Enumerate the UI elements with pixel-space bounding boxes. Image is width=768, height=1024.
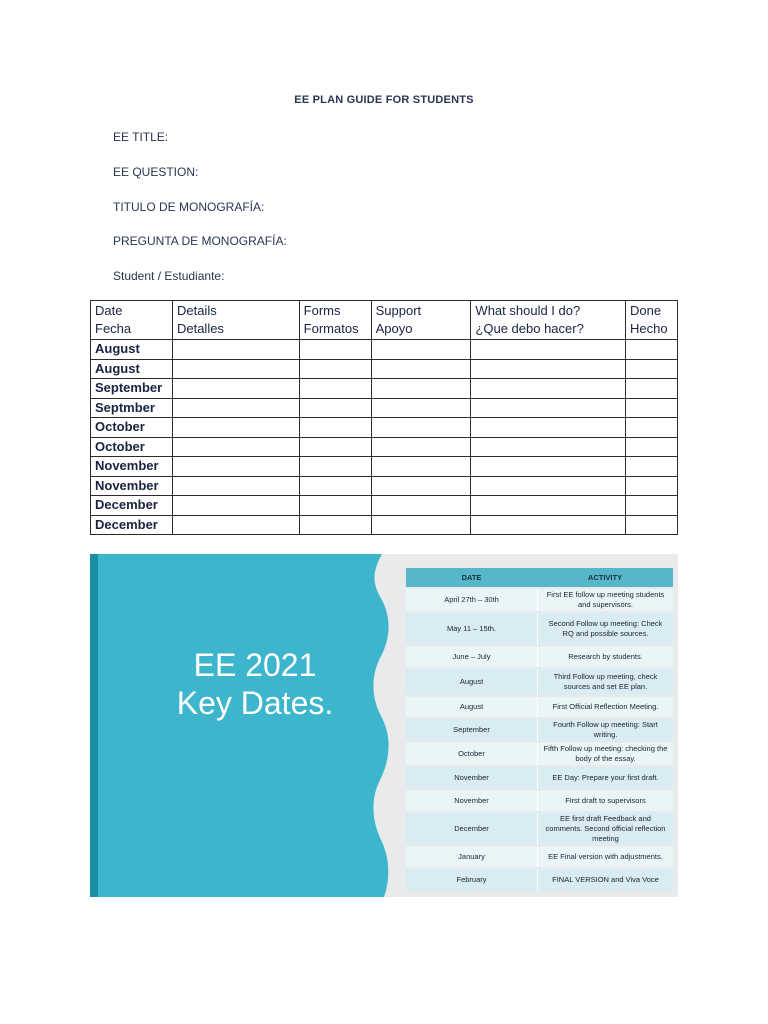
table-row (91, 515, 678, 535)
empty-cell[interactable] (471, 359, 626, 379)
empty-cell[interactable] (371, 340, 471, 360)
empty-cell[interactable] (299, 340, 371, 360)
activity-cell: EE first draft Feedback and comments. Second official reflection meeting (537, 813, 673, 845)
header-es: ¿Que debo hacer? (475, 321, 584, 336)
student-label: Student / Estudiante: (113, 269, 225, 283)
header-en: Date (95, 303, 123, 318)
plan-header-cell (625, 301, 677, 340)
activity-cell: Research by students. (537, 647, 673, 667)
header-en: What should I do? (475, 303, 581, 318)
date-cell: November (406, 791, 537, 811)
header-es: Apoyo (375, 321, 413, 336)
header-es: Detalles (176, 321, 224, 336)
titulo-label: TITULO DE MONOGRAFÍA: (113, 200, 265, 214)
table-row (91, 437, 678, 457)
date-cell: August (406, 669, 537, 695)
empty-cell[interactable] (299, 359, 371, 379)
plan-header-cell (91, 301, 173, 340)
month-cell: October (91, 437, 173, 457)
table-row (406, 813, 673, 845)
plan-table (90, 300, 678, 535)
empty-cell[interactable] (625, 359, 677, 379)
empty-cell[interactable] (625, 515, 677, 535)
date-cell: August (406, 697, 537, 717)
empty-cell[interactable] (299, 437, 371, 457)
empty-cell[interactable] (625, 398, 677, 418)
empty-cell[interactable] (172, 515, 299, 535)
table-row (406, 767, 673, 789)
empty-cell[interactable] (172, 359, 299, 379)
empty-cell[interactable] (625, 418, 677, 438)
empty-cell[interactable] (371, 437, 471, 457)
slide-title-line2: Key Dates. (176, 685, 334, 721)
month-cell: December (91, 496, 173, 516)
empty-cell[interactable] (471, 437, 626, 457)
activity-cell: First Official Reflection Meeting. (537, 697, 673, 717)
plan-header-cell (471, 301, 626, 340)
empty-cell[interactable] (625, 437, 677, 457)
table-row (406, 791, 673, 811)
table-row (406, 697, 673, 717)
month-cell: August (91, 359, 173, 379)
activity-cell: Third Follow up meeting, check sources and set EE plan. (537, 669, 673, 695)
table-row (406, 869, 673, 891)
month-cell: Septmber (91, 398, 173, 418)
slide-title (120, 646, 390, 722)
header-es: Fecha (95, 321, 132, 336)
plan-table-header (91, 301, 678, 340)
table-row (406, 743, 673, 765)
table-row (406, 719, 673, 741)
empty-cell[interactable] (172, 398, 299, 418)
activity-header: ACTIVITY (537, 568, 673, 587)
activity-cell: First EE follow up meeting students and supervisors. (537, 589, 673, 611)
header-es: Formatos (303, 321, 359, 336)
empty-cell[interactable] (172, 340, 299, 360)
table-row (91, 359, 678, 379)
header-en: Forms (303, 303, 341, 318)
empty-cell[interactable] (299, 457, 371, 477)
empty-cell[interactable] (371, 398, 471, 418)
key-dates-table (406, 566, 673, 893)
date-cell: June – July (406, 647, 537, 667)
empty-cell[interactable] (172, 418, 299, 438)
header-en: Support (375, 303, 422, 318)
empty-cell[interactable] (471, 398, 626, 418)
date-cell: April 27th – 30th (406, 589, 537, 611)
empty-cell[interactable] (625, 476, 677, 496)
empty-cell[interactable] (625, 457, 677, 477)
empty-cell[interactable] (299, 398, 371, 418)
date-cell: January (406, 847, 537, 867)
empty-cell[interactable] (471, 476, 626, 496)
empty-cell[interactable] (371, 457, 471, 477)
plan-header-cell (371, 301, 471, 340)
empty-cell[interactable] (625, 340, 677, 360)
table-row (406, 589, 673, 611)
table-row (91, 457, 678, 477)
empty-cell[interactable] (172, 457, 299, 477)
month-cell: October (91, 418, 173, 438)
activity-cell: First draft to supervisors (537, 791, 673, 811)
date-header: DATE (406, 568, 537, 587)
ee-title-label: EE TITLE: (113, 130, 169, 144)
activity-cell: EE Day: Prepare your first draft. (537, 767, 673, 789)
plan-header-cell (172, 301, 299, 340)
table-row (406, 613, 673, 645)
slide-title-line1: EE 2021 (193, 647, 317, 683)
empty-cell[interactable] (299, 379, 371, 399)
plan-table-body (91, 340, 678, 535)
header-en: Done (629, 303, 662, 318)
empty-cell[interactable] (625, 379, 677, 399)
empty-cell[interactable] (299, 476, 371, 496)
empty-cell[interactable] (172, 476, 299, 496)
empty-cell[interactable] (471, 379, 626, 399)
ee-question-label: EE QUESTION: (113, 165, 199, 179)
month-cell: December (91, 515, 173, 535)
table-row (406, 669, 673, 695)
month-cell: November (91, 457, 173, 477)
empty-cell[interactable] (172, 496, 299, 516)
date-cell: May 11 – 15th. (406, 613, 537, 645)
table-row (406, 847, 673, 867)
key-dates-body (406, 589, 673, 891)
activity-cell: Fourth Follow up meeting: Start writing. (537, 719, 673, 741)
header-en: Details (176, 303, 217, 318)
empty-cell[interactable] (471, 418, 626, 438)
table-row (91, 418, 678, 438)
empty-cell[interactable] (299, 418, 371, 438)
empty-cell[interactable] (371, 515, 471, 535)
empty-cell[interactable] (371, 359, 471, 379)
date-cell: September (406, 719, 537, 741)
empty-cell[interactable] (471, 515, 626, 535)
table-row (91, 496, 678, 516)
table-row (406, 647, 673, 667)
empty-cell[interactable] (471, 496, 626, 516)
table-row (91, 476, 678, 496)
month-cell: November (91, 476, 173, 496)
activity-cell: EE Final version with adjustments. (537, 847, 673, 867)
date-cell: October (406, 743, 537, 765)
empty-cell[interactable] (299, 515, 371, 535)
table-row (91, 398, 678, 418)
empty-cell[interactable] (371, 418, 471, 438)
month-cell: September (91, 379, 173, 399)
doc-title: EE PLAN GUIDE FOR STUDENTS (294, 94, 474, 106)
empty-cell[interactable] (299, 496, 371, 516)
activity-cell: Fifth Follow up meeting: checking the body of the essay. (537, 743, 673, 765)
date-cell: November (406, 767, 537, 789)
empty-cell[interactable] (371, 496, 471, 516)
key-dates-header (406, 568, 673, 587)
pregunta-label: PREGUNTA DE MONOGRAFÍA: (113, 234, 287, 248)
month-cell: August (91, 340, 173, 360)
plan-header-cell (299, 301, 371, 340)
empty-cell[interactable] (625, 496, 677, 516)
activity-cell: FINAL VERSION and Viva Voce (537, 869, 673, 891)
date-cell: December (406, 813, 537, 845)
key-dates-slide (90, 554, 678, 897)
header-es: Hecho (629, 321, 668, 336)
empty-cell[interactable] (471, 340, 626, 360)
table-row (91, 340, 678, 360)
empty-cell[interactable] (371, 476, 471, 496)
date-cell: February (406, 869, 537, 891)
table-row (91, 379, 678, 399)
empty-cell[interactable] (172, 437, 299, 457)
empty-cell[interactable] (371, 379, 471, 399)
empty-cell[interactable] (471, 457, 626, 477)
empty-cell[interactable] (172, 379, 299, 399)
activity-cell: Second Follow up meeting: Check RQ and possible sources. (537, 613, 673, 645)
